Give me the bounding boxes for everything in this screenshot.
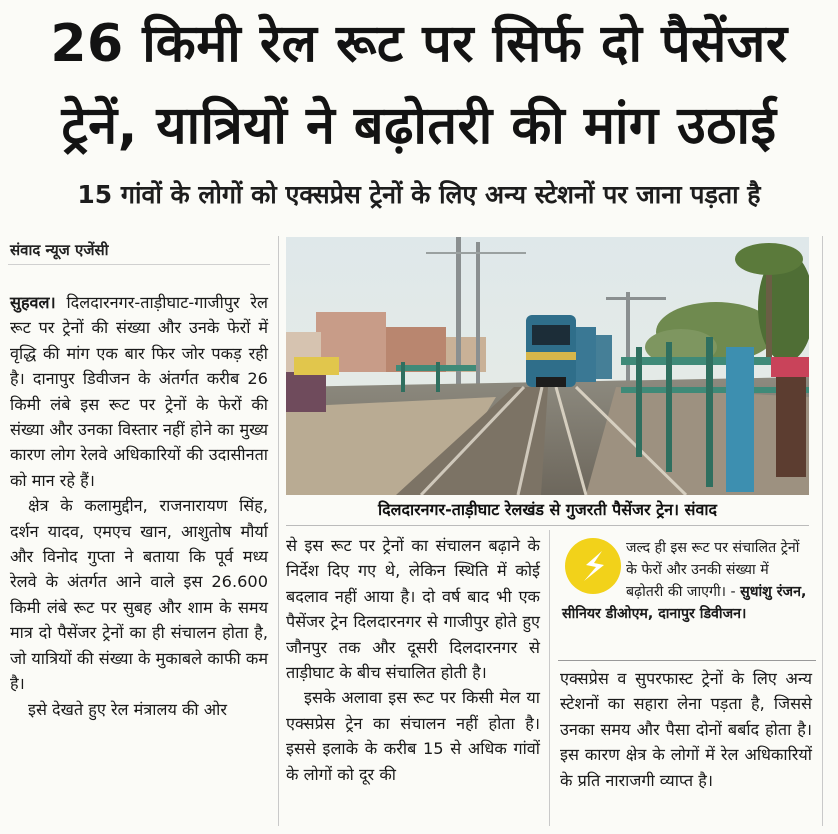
- quote-text: जल्द ही इस रूट पर संचालित ट्रेनों के फेरों और उनकी संख्या में बढ़ोतरी की जाएगी। -: [626, 540, 800, 600]
- photo-caption: दिलदारनगर-ताड़ीघाट रेलखंड से गुजरती पैसेंजर ट्रेन। संवाद: [286, 495, 809, 526]
- byline: संवाद न्यूज एजेंसी: [10, 241, 109, 259]
- article-column-2: [286, 533, 540, 787]
- subheadline: 15 गांवों के लोगों को एक्सप्रेस ट्रेनों के लिए अन्य स्टेशनों पर जाना पड़ता है: [77, 180, 761, 209]
- column-divider-2: [549, 530, 550, 826]
- headline-line-2: ट्रेनें, यात्रियों ने बढ़ोतरी की मांग उठाई: [61, 96, 777, 156]
- col1-paragraph-1: दिलदारनगर-ताड़ीघाट-गाजीपुर रेल रूट पर ट्रेनों की संख्या और उनके फेरों में वृद्धि की मांग एक बार फिर जोर पकड़ रही है। दानापुर डिवीजन के अंतर्गत करीब 26 किमी लंबे इस रूट पर ट्रेनों के फेरों की संख्या और उनका विस्तार नहीं होने का मुख्य कारण लोग रेलवे अधिकारियों की उदासीनता को मान रहे हैं।: [10, 293, 268, 490]
- news-photo: [286, 237, 809, 495]
- col2-paragraph-2: इसके अलावा इस रूट पर किसी मेल या एक्सप्रेस ट्रेन का संचालन नहीं होता है। इससे इलाके के करीब 15 से अधिक गांवों के लोगों को दूर की: [286, 688, 540, 784]
- col2-paragraph-1: से इस रूट पर ट्रेनों का संचालन बढ़ाने के निर्देश दिए गए थे, लेकिन स्थिति में कोई बदलाव नहीं आया है। दो वर्ष बाद भी एक पैसेंजर ट्रेन दिलदारनगर से गाजीपुर होते हुए जौनपुर तक और दूसरी दिलदारनगर से ताड़ीघाट के बीच संचालित होती है।: [286, 536, 540, 683]
- col1-paragraph-2: क्षेत्र के कलामुद्दीन, राजनारायण सिंह, दर्शन यादव, एमएच खान, आशुतोष मौर्या और विनोद गुप्ता ने बताया कि पूर्व मध्य रेलवे के अंतर्गत आने वाले इस 26.600 किमी लंबे रूट पर सुबह और शाम के समय मात्र दो पैसेंजर ट्रेनों का ही संचालन होता है, जो यात्रियों की संख्या के मुकाबले काफी कम है।: [10, 496, 268, 694]
- col3-paragraph-1: एक्सप्रेस व सुपरफास्ट ट्रेनों के लिए अन्य स्टेशनों का सहारा लेना पड़ता है, जिससे उनका समय और पैसा दोनों बर्बाद होता है। इस कारण क्षेत्र के लोगों में रेल अधिकारियों के प्रति नाराजगी व्याप्त है।: [560, 669, 812, 790]
- dateline: सुहवल।: [10, 293, 56, 312]
- byline-rule: [8, 264, 270, 265]
- quote-logo: [562, 537, 626, 599]
- official-quote-box: [562, 537, 812, 657]
- quote-attribution: सुधांशु रंजन, सीनियर डीओएम, दानापुर डिवीजन।: [562, 584, 807, 622]
- article-column-3: [560, 666, 812, 793]
- train-photo-illustration: [286, 237, 809, 495]
- col1-paragraph-3: इसे देखते हुए रेल मंत्रालय की ओर: [28, 699, 227, 719]
- article-column-1: [10, 290, 268, 722]
- column-divider-3: [822, 236, 823, 826]
- samvad-logo-icon: [564, 537, 622, 595]
- official-quote: [562, 537, 810, 625]
- quote-rule: [558, 660, 816, 661]
- headline-line-1: 26 किमी रेल रूट पर सिर्फ दो पैसेंजर: [50, 14, 788, 74]
- column-divider-1: [278, 236, 279, 826]
